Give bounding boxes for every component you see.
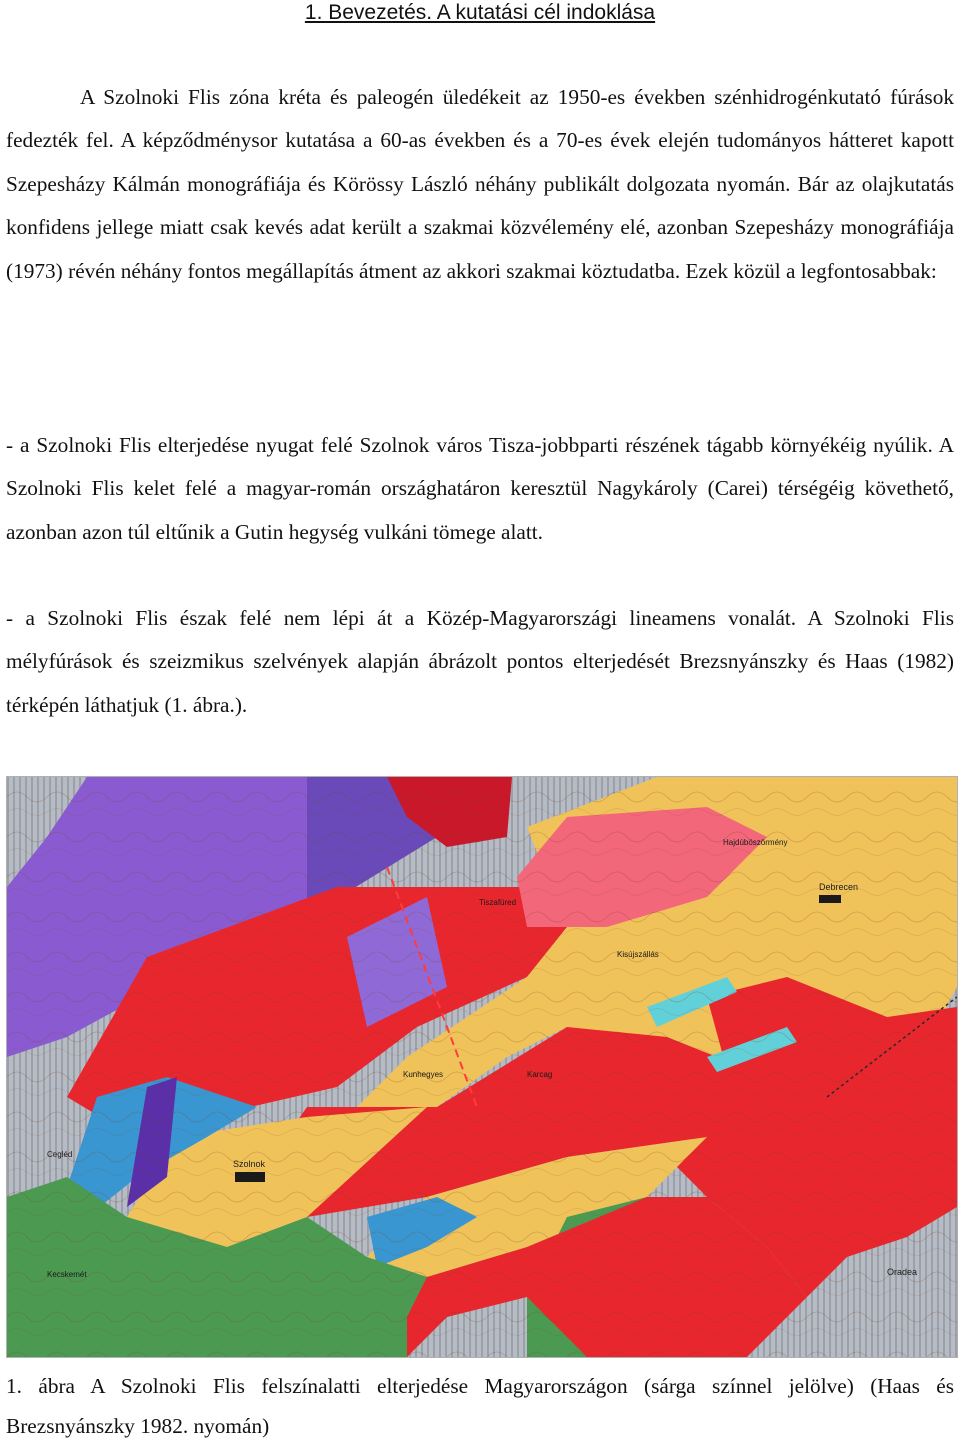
map-marker-debrecen	[819, 895, 841, 903]
figure-caption: 1. ábra A Szolnoki Flis felszínalatti elterjedése Magyarországon (sárga színnel jelölve) (Haas és Brezsnyánszky 1982. nyomán)	[6, 1374, 954, 1438]
bullet-paragraph-north: - a Szolnoki Flis észak felé nem lépi át a Közép-Magyarországi lineamens vonalát. A Szolnoki Flis mélyfúrások és szeizmikus szelvények alapján ábrázolt pontos elterjedését Brezsnyánszky és Haas (1982) térképén láthatjuk (1. ábra.).	[6, 606, 954, 717]
map-contour-overlay	[7, 777, 957, 1357]
map-label-szolnok: Szolnok	[233, 1159, 266, 1169]
geological-map-figure	[6, 776, 958, 1358]
map-label-kunhegyes: Kunhegyes	[403, 1070, 444, 1079]
map-label-cegled: Cegléd	[47, 1150, 73, 1159]
map-label-kecskemet: Kecskemét	[47, 1270, 87, 1279]
map-label-tiszafured: Tiszafüred	[479, 898, 517, 907]
intro-paragraph: A Szolnoki Flis zóna kréta és paleogén üledékeit az 1950-es években szénhidrogénkutató fúrások fedezték fel. A képződménysor kutatása a 60-as években és a 70-es évek elején tudományos hátteret kapott Szepesházy Kálmán monográfiája és Körössy László néhány publikált dolgozata nyomán. Bár az olajkutatás konfidens jellege miatt csak kevés adat került a szakmai közvélemény elé, azonban Szepesházy monográfiája (1973) révén néhány fontos megállapítás átment az akkori szakmai köztudatba. Ezek közül a legfontosabbak:	[6, 85, 954, 283]
map-label-kisujszallas: Kisújszállás	[617, 950, 659, 959]
geological-map	[7, 777, 957, 1357]
section-heading: 1. Bevezetés. A kutatási cél indoklása	[304, 1, 656, 24]
map-marker-szolnok	[235, 1172, 265, 1182]
map-label-karcag: Karcag	[527, 1070, 553, 1079]
map-label-hajduboszormeny: Hajdúböszörmény	[723, 838, 788, 847]
map-label-debrecen: Debrecen	[819, 882, 859, 892]
map-label-oradea: Oradea	[887, 1267, 918, 1277]
bullet-paragraph-west-east: - a Szolnoki Flis elterjedése nyugat felé Szolnok város Tisza-jobbparti részének tágabb környékéig nyúlik. A Szolnoki Flis kelet felé a magyar-román országhatáron keresztül Nagykároly (Carei) térségéig követhető, azonban azon túl eltűnik a Gutin hegység vulkáni tömege alatt.	[6, 433, 954, 544]
